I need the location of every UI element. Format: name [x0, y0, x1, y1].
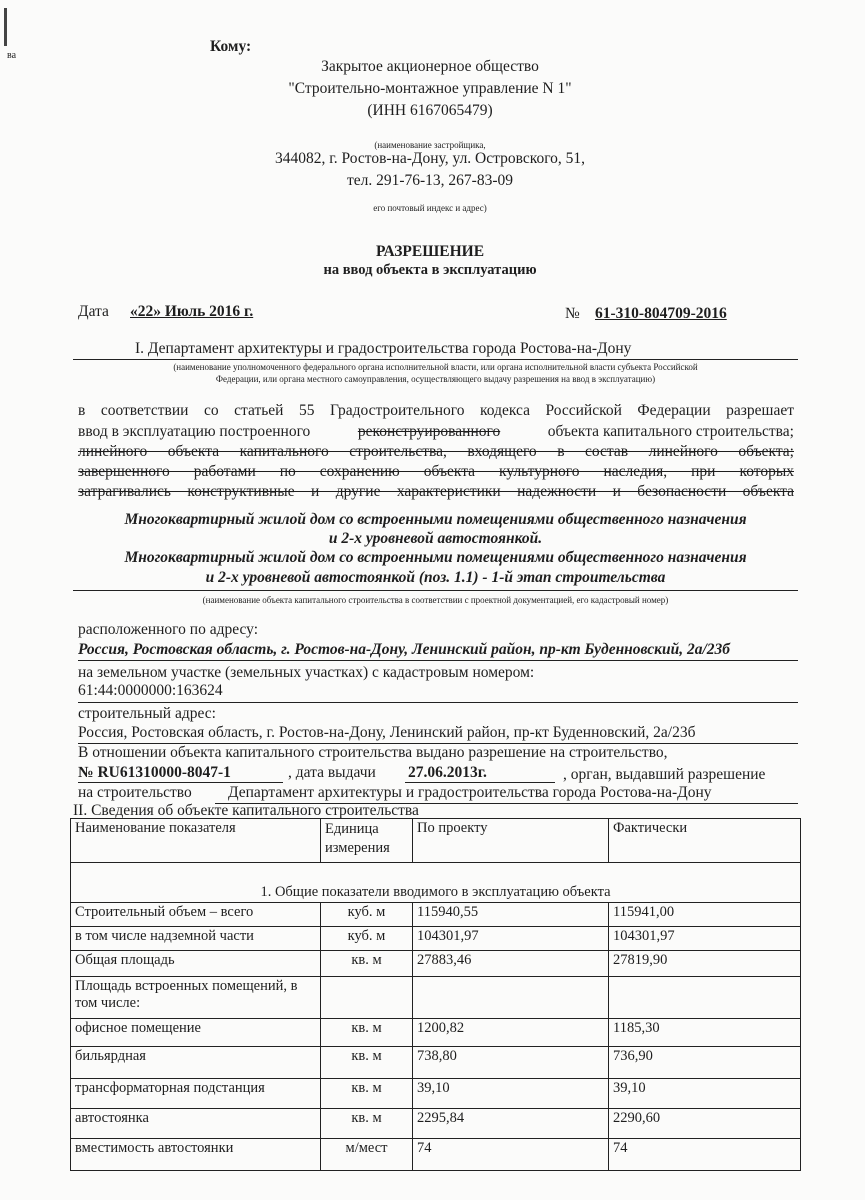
margin-mark: ва: [7, 50, 17, 61]
row-unit-cell: [321, 977, 413, 1019]
row-actual-cell: 104301,97: [609, 927, 801, 951]
table-row: [71, 951, 801, 977]
permit-date-label: , дата выдачи: [288, 764, 376, 781]
header-cell: Наименование показателя: [71, 819, 321, 863]
row-actual-cell: 115941,00: [609, 903, 801, 927]
row-project-cell: 27883,46: [413, 951, 609, 977]
date-label: Дата: [78, 303, 109, 320]
row-project-cell: 1200,82: [413, 1019, 609, 1047]
authority-name: I. Департамент архитектуры и градостроительства города Ростова-на-Дону: [135, 340, 632, 357]
row-project-cell: 39,10: [413, 1079, 609, 1109]
row-name-cell: Общая площадь: [71, 951, 321, 977]
header-cell: Фактически: [609, 819, 801, 863]
table-header-row: [71, 819, 801, 863]
cadastral-underline: [78, 702, 798, 703]
section2-title: II. Сведения об объекте капитального строительства: [73, 802, 419, 819]
table-section-row: [71, 863, 801, 903]
recipient-caption2: его почтовый индекс и адрес): [373, 203, 487, 213]
body-struck-line4: завершенного работами по сохранению объекта культурного наследия, при которых: [78, 463, 794, 480]
permit-issuer-label: , орган, выдавший разрешение: [563, 766, 766, 783]
row-unit-cell: кв. м: [321, 1019, 413, 1047]
row-project-cell: 74: [413, 1139, 609, 1171]
build-address: Россия, Ростовская область, г. Ростов-на-Дону, Ленинский район, пр-кт Буденновский, 2а/23б: [78, 724, 696, 741]
row-unit-cell: кв. м: [321, 1047, 413, 1079]
row-project-cell: 738,80: [413, 1047, 609, 1079]
object-caption: (наименование объекта капитального строительства в соответствии с проектной документацией, его кадастровый номер): [202, 595, 669, 605]
row-actual-cell: 27819,90: [609, 951, 801, 977]
recipient-inn: (ИНН 6167065479): [367, 102, 493, 119]
permit-number: № RU61310000-8047-1: [78, 764, 231, 781]
recipient-phone: тел. 291-76-13, 267-83-09: [346, 172, 514, 189]
row-unit-cell: куб. м: [321, 903, 413, 927]
row-unit-cell: кв. м: [321, 951, 413, 977]
row-name-cell: в том числе надземной части: [71, 927, 321, 951]
margin-bar: [4, 8, 7, 46]
recipient-org-line2: "Строительно-монтажное управление N 1": [288, 80, 572, 97]
row-project-cell: 115940,55: [413, 903, 609, 927]
object-name-line1: Многоквартирный жилой дом со встроенными помещениями общественного назначения: [124, 511, 747, 528]
permit-date-underline: [405, 782, 555, 783]
build-address-label: строительный адрес:: [78, 705, 216, 722]
recipient-address: 344082, г. Ростов-на-Дону, ул. Островского, 51,: [274, 150, 586, 167]
table-row: [71, 927, 801, 951]
object-name-line3: Многоквартирный жилой дом со встроенными помещениями общественного назначения: [124, 549, 747, 566]
location-underline: [78, 660, 798, 661]
table-row: [71, 977, 801, 1019]
permit-date: 27.06.2013г.: [408, 764, 487, 781]
recipient-label: Кому:: [210, 38, 252, 55]
row-project-cell: 104301,97: [413, 927, 609, 951]
body-struck-line3: линейного объекта капитального строительства, входящего в состав линейного объекта;: [78, 443, 794, 460]
object-name-line2: и 2-х уровневой автостоянкой.: [328, 530, 543, 547]
permit-intro: В отношении объекта капитального строительства выдано разрешение на строительство,: [78, 744, 668, 761]
body-line1: в соответствии со статьей 55 Градостроительного кодекса Российской Федерации разрешает: [78, 402, 794, 419]
permit-issuer-prefix: на строительство: [78, 784, 192, 801]
row-actual-cell: 2290,60: [609, 1109, 801, 1139]
header-cell: Единица измерения: [321, 819, 413, 863]
row-actual-cell: 1185,30: [609, 1019, 801, 1047]
authority-underline: [73, 359, 798, 360]
body-struck-line5: затрагивались конструктивные и другие характеристики надежности и безопасности объекта: [78, 483, 794, 500]
recipient-caption1: (наименование застройщика,: [374, 140, 486, 150]
table-row: [71, 1139, 801, 1171]
header-cell: По проекту: [413, 819, 609, 863]
number-value: 61-310-804709-2016: [595, 305, 727, 322]
table-row: [71, 1047, 801, 1079]
authority-caption-line2: Федерации, или органа местного самоуправления, осуществляющего выдачу разрешения на ввод в эксплуатацию): [215, 374, 656, 384]
permit-number-underline: [78, 782, 283, 783]
row-unit-cell: куб. м: [321, 927, 413, 951]
row-actual-cell: [609, 977, 801, 1019]
section-cell: 1. Общие показатели вводимого в эксплуатацию объекта: [71, 863, 801, 903]
row-actual-cell: 74: [609, 1139, 801, 1171]
row-name-cell: вместимость автостоянки: [71, 1139, 321, 1171]
row-name-cell: автостоянка: [71, 1109, 321, 1139]
cadastral-number: 61:44:0000000:163624: [78, 682, 223, 699]
authority-caption-line1: (наименование уполномоченного федерального органа исполнительной власти, или органа исполнительной власти субъекта Российской: [173, 362, 698, 372]
body-line2-a: ввод в эксплуатацию построенного: [78, 423, 311, 440]
indicators-table: [70, 818, 801, 1171]
body-line2-b: объекта капитального строительства;: [547, 423, 794, 440]
row-unit-cell: м/мест: [321, 1139, 413, 1171]
row-project-cell: [413, 977, 609, 1019]
document-title: РАЗРЕШЕНИЕ: [375, 243, 485, 260]
row-project-cell: 2295,84: [413, 1109, 609, 1139]
object-underline: [73, 590, 798, 591]
row-unit-cell: кв. м: [321, 1079, 413, 1109]
row-unit-cell: кв. м: [321, 1109, 413, 1139]
row-name-cell: Строительный объем – всего: [71, 903, 321, 927]
body-line2: [78, 423, 794, 441]
row-name-cell: трансформаторная подстанция: [71, 1079, 321, 1109]
table-row: [71, 1019, 801, 1047]
row-name-cell: Площадь встроенных помещений, в том числе:: [71, 977, 321, 1019]
recipient-org-line1: Закрытое акционерное общество: [321, 58, 539, 75]
row-name-cell: бильярдная: [71, 1047, 321, 1079]
body-line2-struck: реконструированного: [357, 423, 501, 440]
table-row: [71, 1079, 801, 1109]
date-value: «22» Июль 2016 г.: [130, 303, 254, 320]
document-subtitle: на ввод объекта в эксплуатацию: [323, 262, 537, 278]
table-row: [71, 1109, 801, 1139]
permit-issuer: Департамент архитектуры и градостроительства города Ростова-на-Дону: [228, 784, 712, 801]
row-name-cell: офисное помещение: [71, 1019, 321, 1047]
object-name-line4: и 2-х уровневой автостоянкой (поз. 1.1) - 1-й этап строительства: [205, 569, 666, 586]
land-label: на земельном участке (земельных участках) с кадастровым номером:: [78, 664, 535, 681]
location-label: расположенного по адресу:: [78, 621, 258, 638]
location-address: Россия, Ростовская область, г. Ростов-на-Дону, Ленинский район, пр-кт Буденновский, 2а/23б: [78, 641, 731, 658]
row-actual-cell: 736,90: [609, 1047, 801, 1079]
table-row: [71, 903, 801, 927]
number-label: №: [565, 305, 580, 322]
row-actual-cell: 39,10: [609, 1079, 801, 1109]
